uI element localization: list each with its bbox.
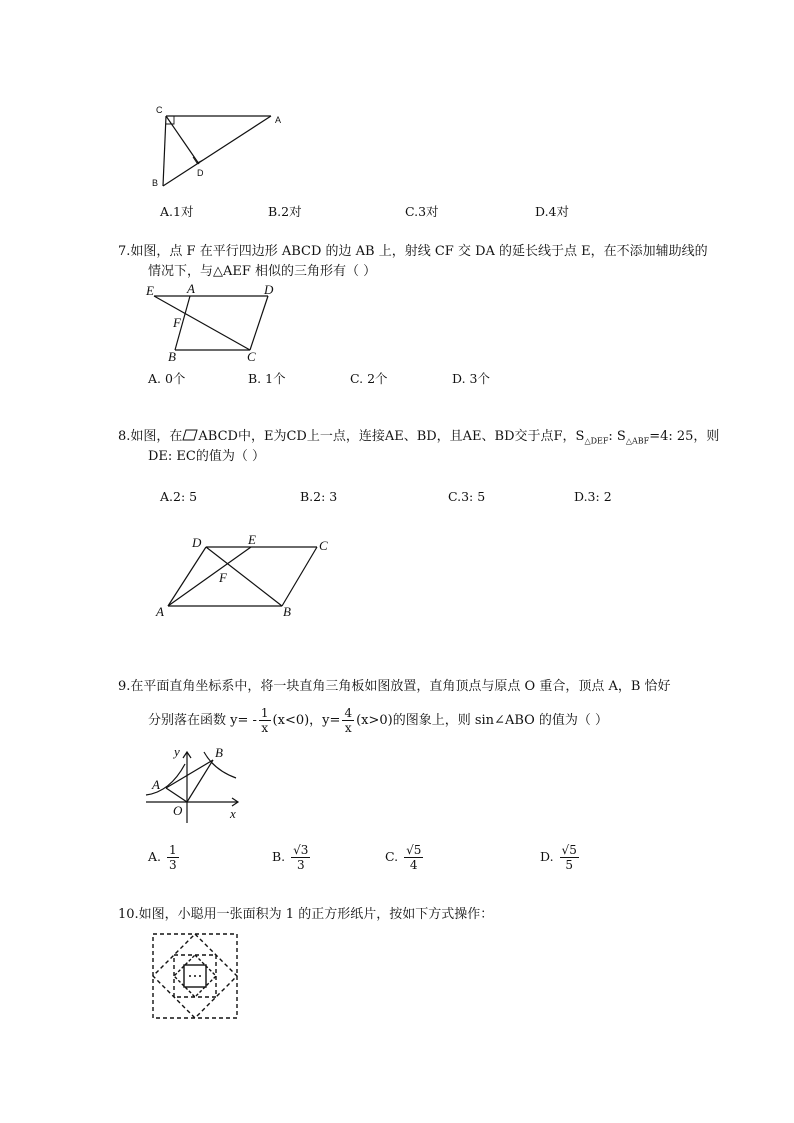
q8-text-line2: DE: EC的值为（ ） [148,449,265,464]
q8-text-line1-end: =4: 25，则 [649,429,720,444]
q9-label-a: A [152,777,160,792]
q9-option-b-den: 3 [296,858,305,872]
q8-sub-def: △DEF [584,436,609,446]
q10-text-line1: 10.如图，小聪用一张面积为 1 的正方形纸片，按如下方式操作： [118,907,494,922]
q7-label-b: B [168,349,176,364]
q7-option-c: C. 2个 [350,371,388,386]
q7-text-line1: 7.如图，点 F 在平行四边形 ABCD 的边 AB 上，射线 CF 交 DA 的延长线于点 E，在不添加辅助线的 [118,244,708,259]
q9-label-x: x [230,806,236,821]
q6-label-c: C [156,105,163,115]
q9-fraction-1-num: 1 [260,706,269,720]
q9-option-d-num: √5 [561,843,577,857]
q9-text-line2-start: 分别落在函数 y= - [148,713,257,728]
q9-option-a-num: 1 [169,843,177,857]
q9-text-line1: 9.在平面直角坐标系中，将一块直角三角板如图放置，直角顶点与原点 O 重合，顶点 A，B 恰好 [118,679,671,694]
q9-option-a-prefix: A. [148,849,162,864]
q8-label-a: A [156,604,164,619]
q7-option-b: B. 1个 [248,371,286,386]
q7-label-e: E [146,283,154,298]
q8-option-d: D.3: 2 [574,489,612,504]
q6-option-a: A.1对 [160,204,194,219]
q8-option-c: C.3: 5 [448,489,486,504]
q9-text-line2-end: (x>0)的图象上，则 sin∠ABO 的值为（ ） [356,713,609,728]
q9-label-b: B [215,745,223,760]
q8-text-line1-start: 8.如图，在 [118,429,183,444]
q8-label-c: C [319,538,328,553]
q9-option-d-den: 5 [565,858,573,872]
q8-text-colon: : S [608,429,626,444]
q9-option-c-den: 4 [409,858,418,872]
q8-label-b: B [283,604,291,619]
q7-label-a: A [187,281,195,296]
q6-label-b: B [152,178,159,188]
q9-fraction-2-num: 4 [344,706,353,720]
q8-label-d: D [192,535,202,550]
q9-option-c-num: √5 [406,843,422,857]
q8-option-b: B.2: 3 [300,489,338,504]
q9-option-a-den: 3 [169,858,177,872]
q8-sub-abf: △ABF [625,436,650,446]
q9-option-d-prefix: D. [540,849,554,864]
q6-option-c: C.3对 [405,204,439,219]
q6-option-d: D.4对 [535,204,570,219]
q6-label-d: D [197,168,204,178]
q9-text-line2-mid: (x<0)，y= [272,713,341,728]
q7-option-d: D. 3个 [452,371,490,386]
q7-label-c: C [247,349,256,364]
q9-fraction-1-den: x [261,721,269,735]
q8-label-f: F [219,570,227,585]
q9-option-c-prefix: C. [385,849,399,864]
q8-label-e: E [248,532,256,547]
q8-option-a: A.2: 5 [160,489,198,504]
q7-option-a: A. 0个 [148,371,186,386]
q9-option-b-num: √3 [293,843,309,857]
q9-fraction-2-den: x [344,721,352,735]
q6-label-a: A [275,115,282,125]
q6-option-b: B.2对 [268,204,302,219]
q9-option-b-prefix: B. [272,849,286,864]
q7-label-d: D [264,282,274,297]
q7-label-f: F [173,315,181,330]
q9-label-y: y [174,744,180,759]
q9-label-o: O [173,803,183,818]
q7-text-line2: 情况下，与△AEF 相似的三角形有（ ） [148,264,377,279]
q8-text-line1-mid: ABCD中，E为CD上一点，连接AE、BD，且AE、BD交于点F，S [198,429,585,444]
